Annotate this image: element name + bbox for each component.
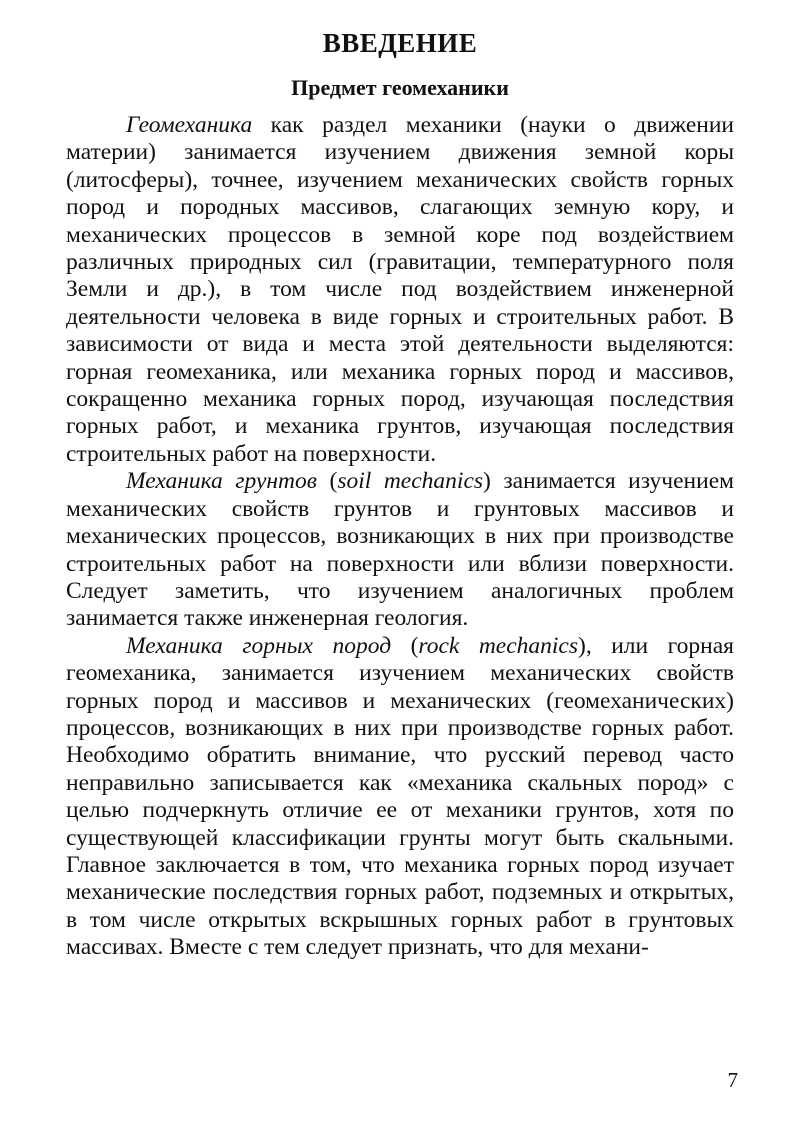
page-number: 7 xyxy=(727,1068,738,1092)
term-rock-mechanics: Механика горных пород xyxy=(126,632,392,659)
paragraph-geomechanics xyxy=(66,112,734,468)
paren-open: ( xyxy=(391,632,419,659)
section-title: Предмет геомеханики xyxy=(291,75,509,100)
term-soil-mechanics: Механика грунтов xyxy=(126,468,317,495)
term-english: rock mechanics xyxy=(418,632,579,659)
paragraph-text: как раздел механики (науки о движении материи) занимается изучением движения земной коры (литосферы), точнее, изучением механических свойств горных пород и породных массивов, слагающих земную кору, и механических процессов в земной коре под воздействием различных природных сил (гравитации, температурного поля Земли и др.), в том числе под воздействием инженерной деятельности человека в виде горных и строительных работ. В зависимости от вида и места этой деятельности выделяются: горная геомеханика, или механика горных пород и массивов, сокращенно механика горных пород, изучающая последствия горных работ, и механика грунтов, изучающая последствия строительных работ на поверхности. xyxy=(66,112,734,467)
chapter-title: ВВЕДЕНИЕ xyxy=(322,28,478,58)
paragraph-text: ) занимается изучением механических свойств грунтов и грунтовых массивов и механических процессов, возникающих в них при производстве строительных работ на поверхности или вблизи поверхности. Следует заметить, что изучением аналогичных проблем занимается также инженерная геология. xyxy=(66,468,734,632)
paragraph-soil-mechanics xyxy=(66,468,734,632)
paragraph-text: ), или горная геомеханика, занимается изучением механических свойств горных пород и массивов и механических (геомеханических) процессов, возникающих в них при производстве горных работ. Необходимо обратить внимание, что русский перевод часто неправильно записывается как «механика скальных пород» с целью подчеркнуть отличие ее от механики грунтов, хотя по существующей классификации грунты могут быть скальными. Главное заключается в том, что механика горных пород изучает механические последствия горных работ, подземных и открытых, в том числе открытых вскрышных горных работ в грунтовых массивах. Вместе с тем следует признать, что для механи- xyxy=(66,632,734,961)
term-geomechanics: Геомеханика xyxy=(126,112,253,138)
paren-open: ( xyxy=(316,468,338,495)
paragraph-rock-mechanics xyxy=(66,633,734,962)
page-content xyxy=(66,26,734,962)
term-english: soil mechanics xyxy=(337,468,484,495)
